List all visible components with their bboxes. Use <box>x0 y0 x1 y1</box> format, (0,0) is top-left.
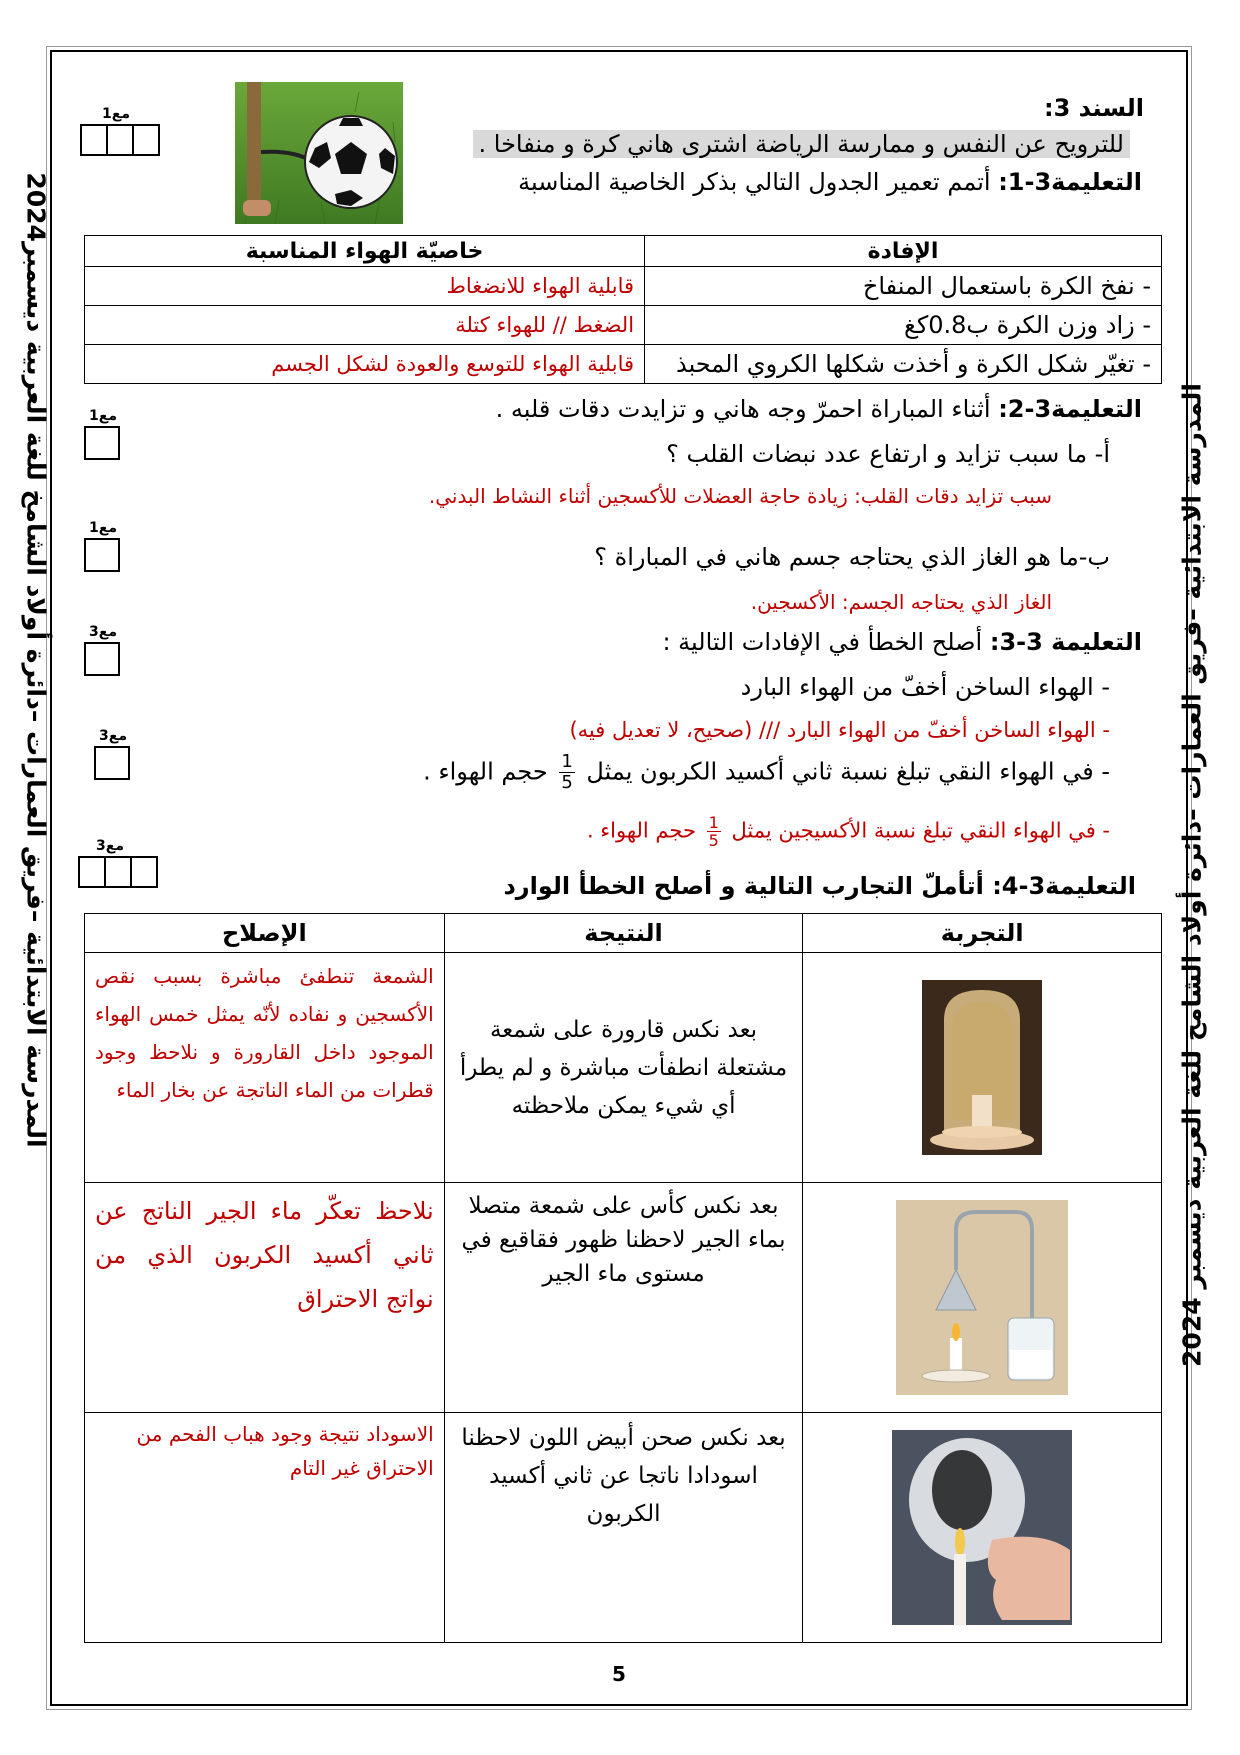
fraction-one-fifth <box>559 752 574 793</box>
score-cells[interactable] <box>80 856 158 888</box>
frac-den: 5 <box>708 831 719 850</box>
q3-s2-pre: - في الهواء النقي تبلغ نسبة ثاني أكسيد الكربون يمثل <box>586 757 1110 786</box>
score-box-2 <box>86 408 120 460</box>
fix-cell[interactable]: الشمعة تنطفئ مباشرة بسبب نقص الأكسجين و نفاده لأنّه يمثل خمس الهواء الموجود داخل القارورة و نلاحظ وجود قطرات من الماء الناتجة عن بخار الماء <box>85 953 445 1183</box>
experiment-image-cell <box>803 953 1162 1183</box>
limewater-candle-image <box>804 1184 1160 1411</box>
side-text-right: المدرسة الابتدائية –فريق العمارات –دائرة أولاد الشامخ للغة العربية ديسمبر 2024 <box>1177 383 1207 1367</box>
q3-label: التعليمة 3-3: <box>989 628 1142 656</box>
q3-answer-2[interactable] <box>587 814 1110 849</box>
col-statement-header: الإفادة <box>645 236 1162 267</box>
q3-statement-2 <box>423 752 1110 793</box>
score-label: مع3 <box>96 838 124 854</box>
table-row <box>85 306 1162 345</box>
score-label: مع1 <box>102 106 130 122</box>
ball-pump-image <box>235 82 403 224</box>
score-label: مع1 <box>89 520 117 536</box>
answer-cell[interactable]: الضغط // للهواء كتلة <box>85 306 645 345</box>
q2-instruction <box>496 395 1142 423</box>
score-cells[interactable] <box>82 124 160 156</box>
properties-table <box>84 235 1162 384</box>
q2-a-answer[interactable]: سبب تزايد دقات القلب: زيادة حاجة العضلات للأكسجين أثناء النشاط البدني. <box>428 484 1052 508</box>
score-label: مع1 <box>89 408 117 424</box>
experiments-table <box>84 913 1162 1643</box>
side-text-left: المدرسة الابتدائية –فريق العمارات –دائرة أولاد الشامخ للغة العربية ديسمبر2024 <box>21 172 51 1148</box>
table-row <box>85 1413 1162 1643</box>
q4-instruction <box>503 872 1136 900</box>
score-label: مع3 <box>99 728 127 744</box>
fraction-one-fifth <box>707 814 721 849</box>
q3-text: أصلح الخطأ في الإفادات التالية : <box>662 628 983 656</box>
q2-a-question: أ- ما سبب تزايد و ارتفاع عدد نبضات القلب ؟ <box>666 440 1110 468</box>
experiment-image-cell <box>803 1413 1162 1643</box>
q2-text: أثناء المباراة احمرّ وجه هاني و تزايدت دقات قلبه . <box>495 395 991 423</box>
sanad-title: السند 3: <box>1044 94 1144 122</box>
result-cell: بعد نكس قارورة على شمعة مشتعلة انطفأت مباشرة و لم يطرأ أي شيء يمكن ملاحظته <box>444 953 803 1183</box>
result-cell: بعد نكس صحن أبيض اللون لاحظنا اسودادا ناتجا عن ثاني أكسيد الكربون <box>444 1413 803 1643</box>
col-experiment-header: التجربة <box>803 914 1162 953</box>
q2-b-answer[interactable]: الغاز الذي يحتاجه الجسم: الأكسجين. <box>750 590 1052 614</box>
score-box-4 <box>86 624 120 676</box>
score-cells[interactable] <box>96 746 130 780</box>
q2-b-question: ب-ما هو الغاز الذي يحتاجه جسم هاني في المباراة ؟ <box>594 543 1110 571</box>
statement-cell: - زاد وزن الكرة ب0.8كغ <box>645 306 1162 345</box>
score-box-5 <box>96 728 130 780</box>
spoon-candle-image <box>804 1414 1160 1641</box>
q1-label: التعليمة3-1: <box>998 168 1142 196</box>
frac-num: 1 <box>708 813 719 832</box>
fix-cell[interactable]: الاسوداد نتيجة وجود هباب الفحم من الاحتراق غير التام <box>85 1413 445 1643</box>
col-result-header: النتيجة <box>444 914 803 953</box>
col-fix-header: الإصلاح <box>85 914 445 953</box>
col-property-header: خاصيّة الهواء المناسبة <box>85 236 645 267</box>
score-box-1 <box>82 106 160 156</box>
q4-label: التعليمة3-4: <box>992 872 1136 900</box>
q3-answer-1[interactable]: - الهواء الساخن أخفّ من الهواء البارد /// (صحيح، لا تعديل فيه) <box>569 718 1110 742</box>
q2-label: التعليمة3-2: <box>998 395 1142 423</box>
score-cells[interactable] <box>86 426 120 460</box>
table-row <box>85 267 1162 306</box>
score-cells[interactable] <box>86 642 120 676</box>
answer-cell[interactable]: قابلية الهواء للانضغاط <box>85 267 645 306</box>
score-box-3 <box>86 520 120 572</box>
q4-text: أتأملّ التجارب التالية و أصلح الخطأ الوارد <box>503 872 984 900</box>
q3-s2-post: حجم الهواء . <box>423 757 548 786</box>
statement-cell: - نفخ الكرة باستعمال المنفاخ <box>645 267 1162 306</box>
answer-cell[interactable]: قابلية الهواء للتوسع والعودة لشكل الجسم <box>85 345 645 384</box>
statement-cell: - تغيّر شكل الكرة و أخذت شكلها الكروي المحبذ <box>645 345 1162 384</box>
intro-text: للترويح عن النفس و ممارسة الرياضة اشترى هاني كرة و منفاخا . <box>473 130 1131 158</box>
frac-den: 5 <box>561 772 573 793</box>
table-row <box>85 345 1162 384</box>
q3-ans2-post: حجم الهواء . <box>586 818 696 843</box>
q1-instruction <box>518 168 1142 196</box>
score-cells[interactable] <box>86 538 120 572</box>
experiment-image-cell <box>803 1183 1162 1413</box>
q1-text: أتمم تعمير الجدول التالي بذكر الخاصية المناسبة <box>518 168 991 196</box>
q3-instruction <box>662 628 1142 656</box>
table-row <box>85 1183 1162 1413</box>
fix-cell[interactable]: نلاحظ تعكّر ماء الجير الناتج عن ثاني أكسيد الكربون الذي من نواتج الاحتراق <box>85 1183 445 1413</box>
page-number: 5 <box>612 1662 626 1686</box>
q3-statement-1: - الهواء الساخن أخفّ من الهواء البارد <box>740 673 1110 701</box>
q3-ans2-pre: - في الهواء النقي تبلغ نسبة الأكسيجين يمثل <box>731 818 1110 843</box>
bottle-candle-image <box>804 954 1160 1181</box>
table-row <box>85 953 1162 1183</box>
score-box-6 <box>80 838 158 888</box>
frac-num: 1 <box>561 751 573 772</box>
score-label: مع3 <box>89 624 117 640</box>
result-cell: بعد نكس كأس على شمعة متصلا بماء الجير لاحظنا ظهور فقاقيع في مستوى ماء الجير <box>444 1183 803 1413</box>
